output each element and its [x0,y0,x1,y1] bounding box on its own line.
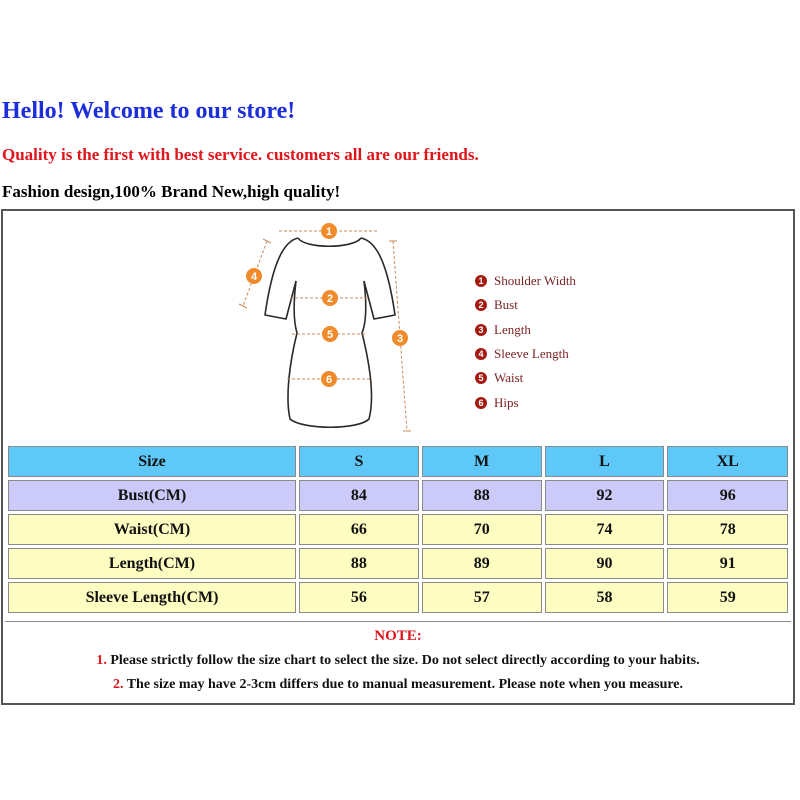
table-cell: 59 [667,582,788,613]
row-label: Sleeve Length(CM) [8,582,296,613]
measurement-legend [475,269,576,415]
marker-2-icon [322,290,338,306]
note-line [5,653,791,669]
marker-6-icon [321,371,337,387]
note-title: NOTE: [374,628,422,644]
table-cell: 91 [667,548,788,579]
note-number: 2. [112,677,124,692]
table-cell: 88 [422,480,542,511]
row-label: Length(CM) [8,548,296,579]
table-cell: 70 [422,514,542,545]
legend-number-icon: 5 [475,372,487,384]
legend-label: Shoulder Width [494,273,576,289]
legend-item [475,342,576,366]
marker-4-icon [246,268,262,284]
quality-slogan: Quality is the first with best service. customers all are our friends. [2,145,479,164]
legend-number-icon: 1 [475,275,487,287]
legend-label: Length [494,321,531,337]
legend-label: Bust [494,297,518,313]
marker-1-label: 1 [325,226,333,238]
legend-label: Hips [494,394,519,410]
header-cell: M [422,446,542,477]
table-cell: 90 [545,548,665,579]
marker-6-label: 6 [325,374,333,386]
row-label: Bust(CM) [8,480,296,511]
table-cell: 56 [299,582,419,613]
legend-label: Waist [494,370,524,386]
legend-number-icon: 6 [475,397,487,409]
marker-5-icon [322,326,338,342]
marker-5-label: 5 [326,329,334,341]
legend-number-icon: 2 [475,299,487,311]
legend-number-icon: 4 [475,348,487,360]
size-table-header-row [8,446,788,477]
header-cell: Size [8,446,296,477]
table-cell: 78 [667,514,788,545]
note-number: 1. [96,653,107,668]
header-cell: S [299,446,419,477]
table-row [8,548,788,579]
note-section [5,621,791,693]
size-chart-panel [1,209,795,705]
marker-3-icon [392,330,408,346]
size-table [5,443,791,616]
header-cell: L [545,446,665,477]
marker-3-label: 3 [396,333,404,345]
table-cell: 66 [299,514,419,545]
legend-label: Sleeve Length [494,346,569,362]
marker-1-icon [321,223,337,239]
row-label: Waist(CM) [8,514,296,545]
table-cell: 92 [545,480,665,511]
table-cell: 96 [667,480,788,511]
fashion-tagline: Fashion design,100% Brand New,high quality! [2,182,341,201]
legend-item [475,318,576,342]
welcome-heading: Hello! Welcome to our store! [2,98,296,124]
table-cell: 88 [299,548,419,579]
legend-item [475,366,576,390]
table-row [8,480,788,511]
table-cell: 74 [545,514,665,545]
table-cell: 58 [545,582,665,613]
note-line [5,677,791,693]
dress-measurement-diagram [3,211,793,443]
legend-item [475,390,576,414]
note-text: Please strictly follow the size chart to select the size. Do not select directly according to your habits. [106,653,700,668]
legend-item [475,293,576,317]
table-cell: 84 [299,480,419,511]
legend-item [475,269,576,293]
table-cell: 57 [422,582,542,613]
table-row [8,582,788,613]
table-row [8,514,788,545]
header-cell: XL [667,446,788,477]
table-cell: 89 [422,548,542,579]
note-text: The size may have 2-3cm differs due to manual measurement. Please note when you measure. [123,677,684,692]
marker-2-label: 2 [326,293,334,305]
legend-number-icon: 3 [475,324,487,336]
marker-4-label: 4 [250,271,258,283]
